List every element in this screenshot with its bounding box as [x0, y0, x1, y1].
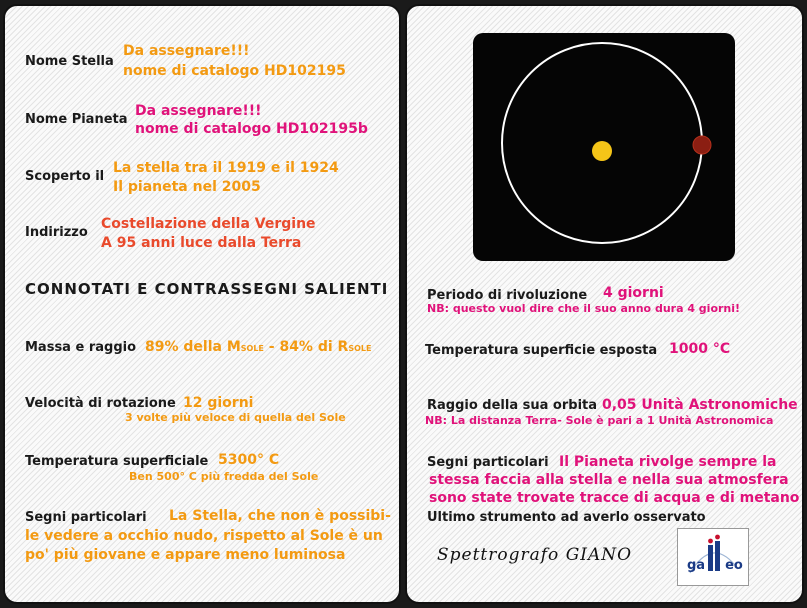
star-marks-line2: le vedere a occhio nudo, rispetto al Sole è un: [25, 528, 383, 544]
address-label: Indirizzo: [25, 225, 88, 240]
star-catalog-name: nome di catalogo HD102195: [123, 63, 346, 79]
star-icon: [592, 141, 612, 161]
svg-text:gaeo: ga eo: [687, 558, 743, 573]
discovered-planet: Il pianeta nel 2005: [113, 179, 261, 195]
rotation-note: 3 volte più veloce di quella del Sole: [125, 411, 346, 424]
period-value: 4 giorni: [603, 285, 664, 301]
star-marks-label: Segni particolari: [25, 510, 147, 525]
surface-temp-note: Ben 500° C più fredda del Sole: [129, 470, 319, 483]
orbit-radius-value: 0,05 Unità Astronomiche: [602, 397, 798, 413]
discovered-star: La stella tra il 1919 e il 1924: [113, 160, 339, 176]
star-name-value: Da assegnare!!!: [123, 43, 250, 59]
orbit-radius-label: Raggio della sua orbita: [427, 398, 598, 413]
planet-name-value: Da assegnare!!!: [135, 103, 262, 119]
planet-catalog-name: nome di catalogo HD102195b: [135, 121, 368, 137]
rotation-value: 12 giorni: [183, 395, 254, 411]
instrument-signature: Spettrografo GIANO: [437, 545, 633, 565]
rotation-label: Velocità di rotazione: [25, 396, 176, 411]
address-distance: A 95 anni luce dalla Terra: [101, 235, 302, 251]
star-marks-line3: po' più giovane e appare meno luminosa: [25, 547, 346, 563]
planet-icon: [693, 136, 711, 154]
galileo-logo-graphic: [678, 529, 748, 585]
exposed-temp-label: Temperatura superficie esposta: [425, 343, 658, 358]
star-name-label: Nome Stella: [25, 54, 114, 69]
planet-name-label: Nome Pianeta: [25, 112, 128, 127]
exposed-temp-value: 1000 °C: [669, 341, 731, 357]
mass-value: 89% della MSOLE - 84% di RSOLE: [145, 339, 372, 355]
period-note: NB: questo vuol dire che il suo anno dura 4 giorni!: [427, 302, 741, 315]
orbit-diagram: [473, 33, 735, 261]
star-marks-line1: La Stella, che non è possibi-: [169, 508, 391, 524]
star-card: [3, 4, 401, 604]
address-constellation: Costellazione della Vergine: [101, 216, 316, 232]
section-heading: CONNOTATI E CONTRASSEGNI SALIENTI: [25, 280, 389, 298]
planet-marks-line1: Il Pianeta rivolge sempre la: [559, 454, 777, 470]
surface-temp-label: Temperatura superficiale: [25, 454, 209, 469]
planet-marks-line2: stessa faccia alla stella e nella sua atmosfera: [429, 472, 789, 488]
planet-marks-line3: sono state trovate tracce di acqua e di metano: [429, 490, 800, 506]
orbit-svg: [473, 33, 735, 261]
surface-temp-value: 5300° C: [218, 452, 280, 468]
planet-card: [405, 4, 804, 604]
planet-marks-label: Segni particolari: [427, 455, 549, 470]
mass-label: Massa e raggio: [25, 340, 137, 355]
last-instrument-label: Ultimo strumento ad averlo osservato: [427, 510, 706, 525]
galileo-logo: [677, 528, 749, 586]
discovered-label: Scoperto il: [25, 169, 105, 184]
period-label: Periodo di rivoluzione: [427, 288, 588, 303]
orbit-radius-note: NB: La distanza Terra- Sole è pari a 1 Unità Astronomica: [425, 414, 774, 427]
